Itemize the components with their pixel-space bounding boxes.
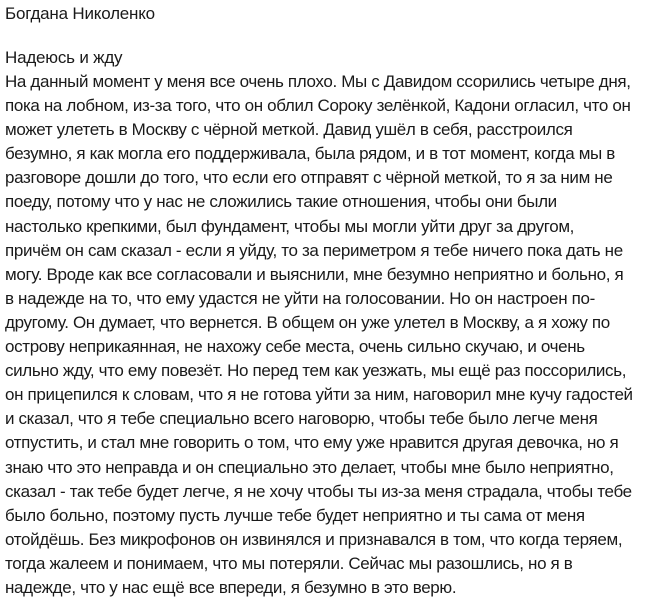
body-line: безумно, я как могла его поддерживала, была рядом, и в тот момент, когда мы в <box>5 144 615 164</box>
body-line: он прицепился к словам, что я не готова уйти за ним, наговорил мне кучу гадостей <box>5 385 633 405</box>
author-name: Богдана Николенко <box>5 4 155 23</box>
body-line: может улететь в Москву с чёрной меткой. Давид ушёл в себя, расстроился <box>5 120 573 140</box>
post-body <box>5 70 633 600</box>
body-line: сказал - так тебе будет легче, я не хочу чтобы ты из-за меня страдала, чтобы тебе <box>5 481 632 501</box>
body-line: пока на лобном, из-за того, что он облил Сороку зелёнкой, Кадони огласил, что он <box>5 96 631 116</box>
post-title: Надеюсь и жду <box>5 48 123 67</box>
body-line: тогда жалеем и понимаем, что мы потеряли. Сейчас мы разошлись, но я в <box>5 553 573 573</box>
body-line: и сказал, что я тебе специально всего наговорю, чтобы тебе было легче меня <box>5 409 598 429</box>
body-line: разговоре дошли до того, что если его отправят с чёрной меткой, то я за ним не <box>5 168 613 188</box>
body-line: в надежде на то, что ему удастся не уйти на голосовании. Но он настроен по- <box>5 288 595 308</box>
body-line: знаю что это неправда и он специально это делает, чтобы мне было неприятно, <box>5 457 614 477</box>
body-line: было больно, поэтому пусть лучше тебе будет неприятно и ты сама от меня <box>5 505 585 525</box>
body-line: надежде, что у нас ещё все впереди, я безумно в это верю. <box>5 577 457 597</box>
body-line: настолько крепкими, был фундамент, чтобы мы могли уйти друг за другом, <box>5 216 575 236</box>
body-line: сильно жду, что ему повезёт. Но перед тем как уезжать, мы ещё раз поссорились, <box>5 361 627 381</box>
body-line: могу. Вроде как все согласовали и выяснили, мне безумно неприятно и больно, я <box>5 264 624 284</box>
body-line: поеду, потому что у нас не сложились такие отношения, чтобы они были <box>5 192 557 212</box>
body-line: На данный момент у меня все очень плохо. Мы с Давидом ссорились четыре дня, <box>5 72 631 91</box>
body-line: отойдёшь. Без микрофонов он извинялся и признавался в том, что когда теряем, <box>5 529 623 549</box>
body-line: причём он сам сказал - если я уйду, то за периметром я тебе ничего пока дать не <box>5 240 623 260</box>
body-line: острову неприкаянная, не нахожу себе места, очень сильно скучаю, и очень <box>5 337 585 357</box>
body-line: другому. Он думает, что вернется. В общем он уже улетел в Москву, а я хожу по <box>5 312 610 332</box>
body-line: отпустить, и стал мне говорить о том, что ему уже нравится другая девочка, но я <box>5 433 619 453</box>
